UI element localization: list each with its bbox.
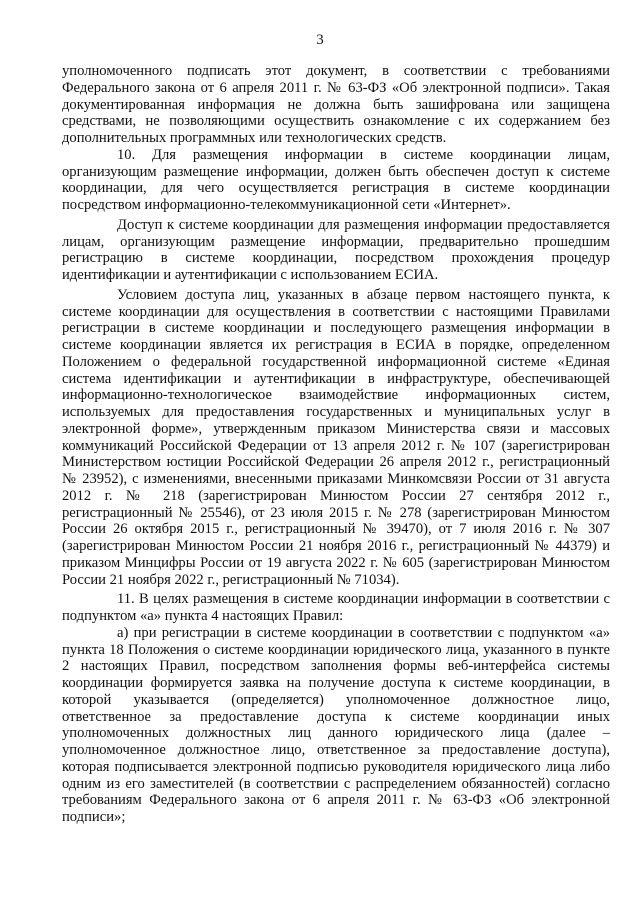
document-body [62,63,610,826]
paragraph-continuation: уполномоченного подписать этот документ, в соответствии с требованиями Федерального закона от 6 апреля 2011 г. № 63-ФЗ «Об электронной подписи». Такая документированная информация не должна быть зашифрована или защищена средствами, не позволяющими осуществить ознакомление с их содержанием без дополнительных программных или технологических средств. [62,63,610,146]
paragraph-access-condition: Условием доступа лиц, указанных в абзаце первом настоящего пункта, к системе координации для осуществления в соответствии с настоящими Правилами регистрации в системе координации и последующего размещения информации в системе координации является их регистрация в ЕСИА в порядке, определенном Положением о федеральной государственной информационной системе «Единая система идентификации и аутентификации в инфраструктуре, обеспечивающей информационно-технологическое взаимодействие информационных систем, используемых для предоставления государственных и муниципальных услуг в электронной форме», утвержденным приказом Министерства связи и массовых коммуникаций Российской Федерации от 13 апреля 2012 г. № 107 (зарегистрирован Министерством юстиции Российской Федерации 26 апреля 2012 г., регистрационный № 23952), с изменениями, внесенными приказами Минкомсвязи России от 31 августа 2012 г. № 218 (зарегистрирован Минюстом России 27 сентября 2012 г., регистрационный № 25546), от 23 июля 2015 г. № 278 (зарегистрирован Минюстом России 26 октября 2015 г., регистрационный № 39470), от 7 июля 2016 г. № 307 (зарегистрирован Минюстом России 21 ноября 2016 г., регистрационный № 44379) и приказом Минцифры России от 19 августа 2022 г. № 605 (зарегистрирован Минюстом России 21 ноября 2022 г., регистрационный № 71034). [62,286,610,588]
page-number: 3 [316,32,324,48]
paragraph-item-10: 10. Для размещения информации в системе координации лицам, организующим размещение информации, должен быть обеспечен доступ к системе координации, для чего осуществляется регистрация в системе координации посредством информационно-телекоммуникационной сети «Интернет». [62,146,610,213]
paragraph-access: Доступ к системе координации для размещения информации предоставляется лицам, организующим размещение информации, предварительно прошедшим регистрацию в системе координации, посредством прохождения процедур идентификации и аутентификации с использованием ЕСИА. [62,216,610,283]
paragraph-subitem-a: а) при регистрации в системе координации в соответствии с подпунктом «а» пункта 18 Положения о системе координации юридического лица, указанного в пункте 2 настоящих Правил, посредством заполнения формы веб-интерфейса системы координации формируется заявка на получение доступа к системе координации, в которой указывается (определяется) уполномоченное должностное лицо, ответственное за предоставление доступа к системе координации иных уполномоченных должностных лиц данного юридического лица (далее – уполномоченное должностное лицо, ответственное за предоставление доступа), которая подписывается электронной подписью руководителя юридического лица либо одним из его заместителей (в соответствии с распределением обязанностей) согласно требованиям Федерального закона от 6 апреля 2011 г. № 63-ФЗ «Об электронной подписи»; [62,624,610,825]
paragraph-item-11: 11. В целях размещения в системе координации информации в соответствии с подпунктом «а» пункта 4 настоящих Правил: [62,591,610,624]
